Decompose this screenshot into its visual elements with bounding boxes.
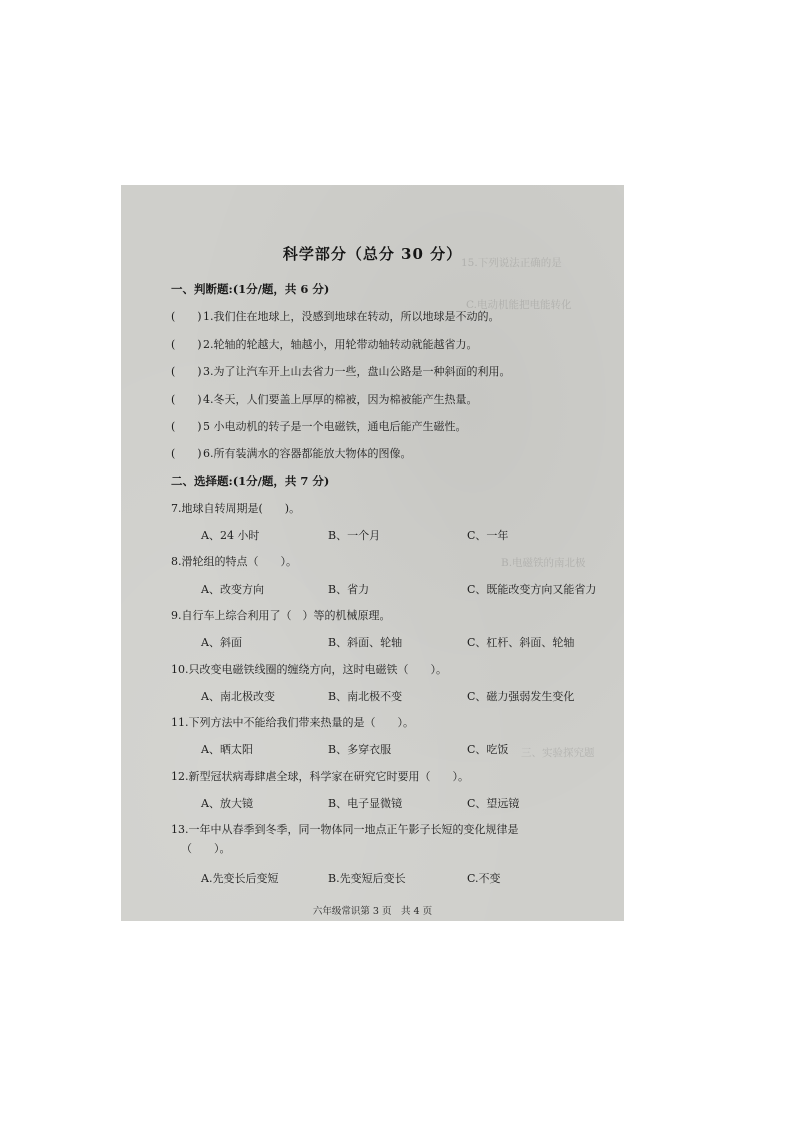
question-12-stem: 12.新型冠状病毒肆虐全球，科学家在研究它时要用（ ）。 [171,770,469,783]
judge-item-text: 5 小电动机的转子是一个电磁铁，通电后能产生磁性。 [203,420,467,433]
question-7-stem: 7.地球自转周期是( )。 [171,502,301,515]
question-12-option-a: A、放大镜 [201,797,253,810]
question-7-option-c: C、一年 [467,529,509,542]
question-11-option-b: B、多穿衣服 [328,743,392,756]
answer-blank: ( ) [171,310,202,323]
question-9-stem: 9.自行车上综合利用了（ ）等的机械原理。 [171,609,391,622]
scanned-page [121,185,624,921]
answer-blank: ( ) [171,365,202,378]
answer-blank: ( ) [171,447,202,460]
question-9-option-b: B、斜面、轮轴 [328,636,403,649]
question-10-stem: 10.只改变电磁铁线圈的缠绕方向，这时电磁铁（ ）。 [171,663,447,676]
judge-item-2 [171,336,478,352]
bleed-through-text: B.电磁铁的南北极 [501,557,586,569]
question-12-option-c: C、望远镜 [467,797,520,810]
judge-item-text: 1.我们住在地球上，没感到地球在转动，所以地球是不动的。 [203,310,500,323]
bleed-through-text: C.电动机能把电能转化 [466,299,572,311]
judge-item-6 [171,445,412,461]
question-10-option-b: B、南北极不变 [328,690,403,703]
question-13-stem: 13.一年中从春季到冬季，同一物体同一地点正午影子长短的变化规律是 [171,823,519,836]
question-7-option-b: B、一个月 [328,529,381,542]
question-9-option-a: A、斜面 [201,636,242,649]
judge-item-5 [171,418,467,434]
bleed-through-text: 三、实验探究题 [521,747,595,759]
question-12-option-b: B、电子显微镜 [328,797,403,810]
question-11-option-c: C、吃饭 [467,743,509,756]
question-13-stem-continued: （ ）。 [181,842,231,855]
question-10-option-a: A、南北极改变 [201,690,275,703]
question-8-stem: 8.滑轮组的特点（ ）。 [171,555,297,568]
question-11-stem: 11.下列方法中不能给我们带来热量的是（ ）。 [171,716,414,729]
question-8-option-c: C、既能改变方向又能省力 [467,583,597,596]
answer-blank: ( ) [171,338,202,351]
judge-item-3 [171,363,511,379]
judge-item-text: 6.所有装满水的容器都能放大物体的图像。 [203,447,412,460]
question-11-option-a: A、晒太阳 [201,743,253,756]
bleed-through-text: 15.下列说法正确的是 [461,257,562,269]
question-8-option-b: B、省力 [328,583,370,596]
section-heading-multiple-choice: 二、选择题:(1分/题，共 7 分) [171,474,330,488]
question-13-option-c: C.不变 [467,872,501,885]
section-heading-true-false: 一、判断题:(1分/题，共 6 分) [171,282,330,296]
question-13-option-b: B.先变短后变长 [328,872,406,885]
judge-item-text: 2.轮轴的轮越大，轴越小，用轮带动轴转动就能越省力。 [203,338,478,351]
question-7-option-a: A、24 小时 [201,529,260,542]
judge-item-1 [171,308,500,324]
question-13-option-a: A.先变长后变短 [201,872,279,885]
judge-item-text: 3.为了让汽车开上山去省力一些，盘山公路是一种斜面的利用。 [203,365,511,378]
answer-blank: ( ) [171,420,202,433]
question-9-option-c: C、杠杆、斜面、轮轴 [467,636,575,649]
question-10-option-c: C、磁力强弱发生变化 [467,690,575,703]
answer-blank: ( ) [171,393,202,406]
page-title: 科学部分（总分 30 分） [282,245,463,263]
question-8-option-a: A、改变方向 [201,583,264,596]
judge-item-text: 4.冬天，人们要盖上厚厚的棉被，因为棉被能产生热量。 [203,393,478,406]
judge-item-4 [171,391,478,407]
page-footer: 六年级常识第 3 页 共 4 页 [312,906,433,917]
